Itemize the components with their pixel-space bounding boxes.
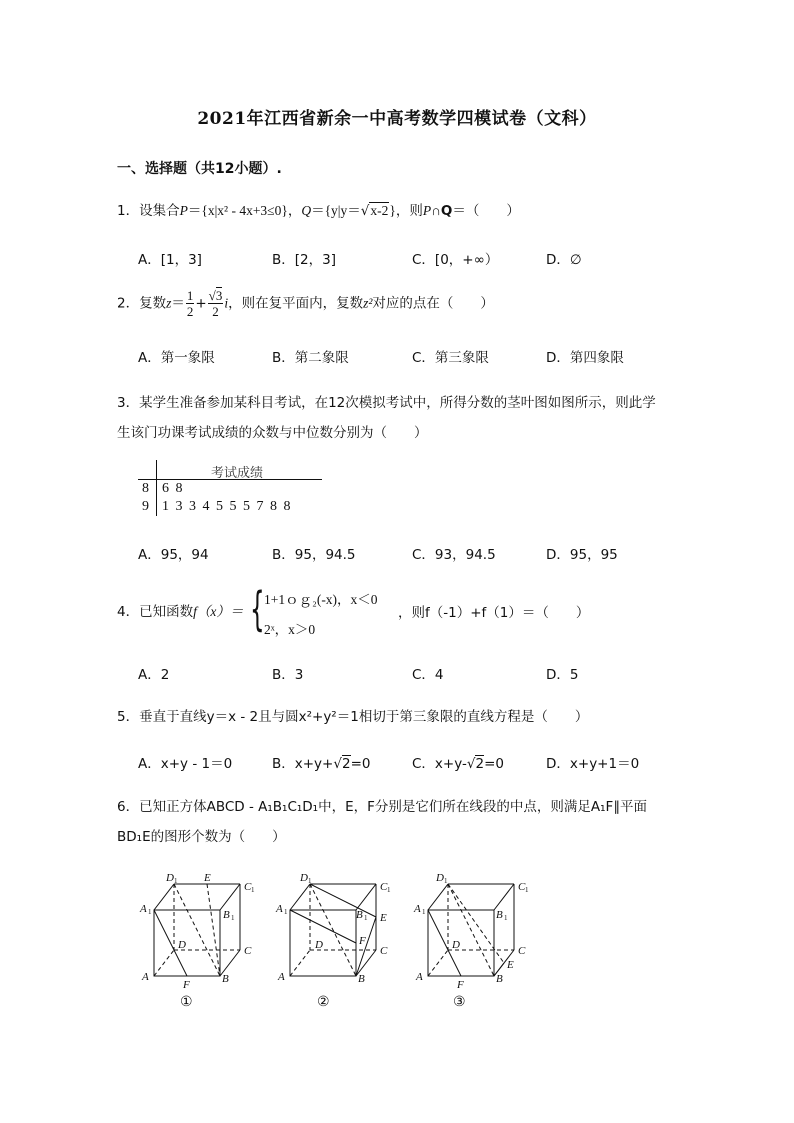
q1-tail: ＝（ ） — [452, 203, 520, 219]
q4-option-a[interactable]: A．2 — [138, 667, 170, 683]
fig3-label-c: C — [518, 945, 526, 957]
fig1-sub-c1: 1 — [251, 886, 255, 894]
q1-set-p: P — [179, 203, 188, 218]
q1-q-bold: Q — [440, 203, 453, 219]
q1-radicand: x-2 — [370, 203, 389, 218]
fig3-label-d: D — [452, 939, 460, 951]
q3-option-d[interactable]: D．95，95 — [546, 547, 618, 563]
fig2-label-c1: C — [380, 881, 388, 893]
q1-number: 1． — [117, 203, 140, 219]
q3-option-a[interactable]: A．95，94 — [138, 547, 209, 563]
question-6-line-1: 6．已知正方体ABCD - A₁B₁C₁D₁中，E，F分别是它们所在线段的中点，则满足A₁F∥平面 — [117, 799, 648, 815]
q4-case-2: 2ˣ，x＞0 — [264, 622, 316, 637]
fig2-sub-b1: 1 — [364, 914, 368, 922]
fig3-label-b: B — [496, 973, 503, 985]
q1-set2a: ＝{y|y＝ — [311, 203, 361, 218]
fig2-label-f: F — [359, 935, 366, 947]
fig1-label-c: C — [244, 945, 252, 957]
stem-leaf-title: 考试成绩 — [211, 465, 264, 480]
q2-tail2: 对应的点在（ ） — [372, 295, 494, 312]
fig3-sub-d1: 1 — [444, 877, 448, 885]
leaves-8: 6 8 — [162, 481, 183, 496]
fig1-sub-b1: 1 — [231, 914, 235, 922]
fig3-label-b1: B — [496, 909, 503, 921]
q2-z2: z² — [363, 295, 373, 311]
fig1-label-f: F — [183, 979, 190, 991]
q5-option-c[interactable]: C．x+y-√2=0 — [412, 756, 504, 772]
q5-b-post: =0 — [350, 756, 371, 772]
q2-z: z — [166, 295, 172, 311]
fig1-sub-d1: 1 — [174, 877, 178, 885]
q1-option-a[interactable]: A．[1，3] — [138, 252, 202, 268]
fig2-sub-a1: 1 — [284, 908, 288, 916]
q2-f2-numerator: √3 — [208, 288, 223, 303]
fig1-label-c1: C — [244, 881, 252, 893]
fig3-label-a1: A — [414, 903, 421, 915]
q5-b-pre: B．x+y+ — [272, 756, 334, 772]
q2-f1-denominator: 2 — [186, 304, 194, 319]
q1-option-b[interactable]: B．[2，3] — [272, 252, 336, 268]
figure-label-3: ③ — [453, 995, 466, 1010]
fig3-sub-c1: 1 — [525, 886, 529, 894]
fig3-label-f: F — [457, 979, 464, 991]
question-3-line-1: 3．某学生准备参加某科目考试，在12次模拟考试中，所得分数的茎叶图如图所示，则此学 — [117, 395, 656, 411]
q1-expr: P∩ — [422, 203, 441, 218]
q1-option-c[interactable]: C．[0，+∞） — [412, 252, 499, 268]
question-6-line-2: BD₁E的图形个数为（ ） — [117, 829, 286, 845]
q3-option-b[interactable]: B．95，94.5 — [272, 547, 356, 563]
q2-fraction-2 — [208, 288, 224, 319]
q2-eq: ＝ — [171, 295, 185, 312]
q4-brace: { — [250, 582, 265, 636]
q2-i: i — [224, 295, 229, 311]
stem-9: 9 — [142, 499, 149, 514]
question-2 — [117, 288, 494, 319]
fig3-label-c1: C — [518, 881, 526, 893]
fig3-label-a: A — [416, 971, 423, 983]
fig1-label-d1: D — [166, 872, 174, 884]
cube-figures — [130, 860, 580, 1020]
q2-f2-denominator: 2 — [212, 304, 219, 319]
q4-case-1: 1+1ｏｇ₂(-x)，x＜0 — [264, 592, 378, 607]
q4-number — [117, 601, 243, 623]
fig1-label-b: B — [222, 973, 229, 985]
question-1 — [117, 200, 520, 222]
q2-plus: + — [195, 295, 207, 312]
q4-num: 4． — [117, 604, 140, 620]
q2-tail1: ，则在复平面内，复数 — [228, 295, 364, 312]
fig1-label-e: E — [204, 872, 211, 884]
fig1-label-a1: A — [140, 903, 147, 915]
q5-c-radicand: 2 — [475, 756, 485, 772]
section-heading: 一、选择题（共12小题）. — [117, 161, 282, 177]
q5-option-a[interactable]: A．x+y - 1＝0 — [138, 756, 233, 772]
fig3-sub-b1: 1 — [504, 914, 508, 922]
fig3-label-e: E — [507, 959, 514, 971]
q3-option-c[interactable]: C．93，94.5 — [412, 547, 496, 563]
q2-option-b[interactable]: B．第二象限 — [272, 350, 349, 366]
q1-prefix: 设集合 — [139, 203, 180, 219]
q4-fx: f（x）＝ — [193, 604, 244, 619]
cube-figure-3 — [428, 884, 514, 976]
fig2-label-d: D — [315, 939, 323, 951]
fig1-label-b1: B — [223, 909, 230, 921]
fig2-label-e: E — [380, 912, 387, 924]
cube-figure-1 — [154, 884, 240, 976]
fig2-sub-c1: 1 — [387, 886, 391, 894]
q2-prefix: 复数 — [139, 295, 167, 312]
fig3-label-d1: D — [436, 872, 444, 884]
q1-set-q: Q — [301, 203, 312, 218]
q2-number: 2． — [117, 295, 140, 312]
fig1-label-a: A — [142, 971, 149, 983]
fig1-label-d: D — [178, 939, 186, 951]
cube-figure-2 — [290, 884, 376, 976]
stem-divider — [156, 460, 157, 516]
q5-b-radicand: 2 — [341, 756, 351, 772]
q1-option-d[interactable]: D．∅ — [546, 252, 582, 268]
fig2-label-b: B — [358, 973, 365, 985]
q2-f1-numerator: 1 — [186, 288, 194, 303]
fig2-label-c: C — [380, 945, 388, 957]
question-3-line-2: 生该门功课考试成绩的众数与中位数分别为（ ） — [117, 425, 428, 441]
q1-set2b: }，则 — [389, 203, 423, 218]
page-title: 2021年江西省新余一中高考数学四模试卷（文科） — [197, 109, 597, 129]
q5-option-b[interactable]: B．x+y+√2=0 — [272, 756, 371, 772]
q2-option-d[interactable]: D．第四象限 — [546, 350, 624, 366]
stem-leaf-plot — [138, 460, 328, 520]
q4-tail: ，则f（-1）+f（1）＝（ ） — [398, 605, 590, 621]
fig2-sub-d1: 1 — [308, 877, 312, 885]
stem-8: 8 — [142, 481, 149, 496]
fig2-label-a: A — [278, 971, 285, 983]
q2-option-c[interactable]: C．第三象限 — [412, 350, 489, 366]
figure-label-1: ① — [180, 995, 193, 1010]
figure-label-2: ② — [317, 995, 330, 1010]
q4-option-c[interactable]: C．4 — [412, 667, 444, 683]
q4-prefix: 已知函数 — [139, 604, 194, 620]
q5-option-d[interactable]: D．x+y+1＝0 — [546, 756, 640, 772]
q5-c-pre: C．x+y- — [412, 756, 467, 772]
question-5: 5．垂直于直线y＝x - 2且与圆x²+y²＝1相切于第三象限的直线方程是（ ） — [117, 709, 589, 725]
q4-option-d[interactable]: D．5 — [546, 667, 579, 683]
fig3-sub-a1: 1 — [422, 908, 426, 916]
leaves-9: 1 3 3 4 5 5 5 7 8 8 — [162, 499, 291, 514]
q2-option-a[interactable]: A．第一象限 — [138, 350, 215, 366]
q2-f2-radicand: 3 — [215, 288, 223, 303]
fig2-label-a1: A — [276, 903, 283, 915]
q1-set1: ＝{x|x² - 4x+3≤0}， — [187, 203, 302, 218]
fig1-sub-a1: 1 — [148, 908, 152, 916]
fig2-label-d1: D — [300, 872, 308, 884]
q1-sqrt: √x-2 — [360, 203, 389, 219]
q2-fraction-1 — [186, 288, 195, 319]
fig2-label-b1: B — [356, 909, 363, 921]
q5-c-post: =0 — [484, 756, 504, 772]
q4-option-b[interactable]: B．3 — [272, 667, 304, 683]
